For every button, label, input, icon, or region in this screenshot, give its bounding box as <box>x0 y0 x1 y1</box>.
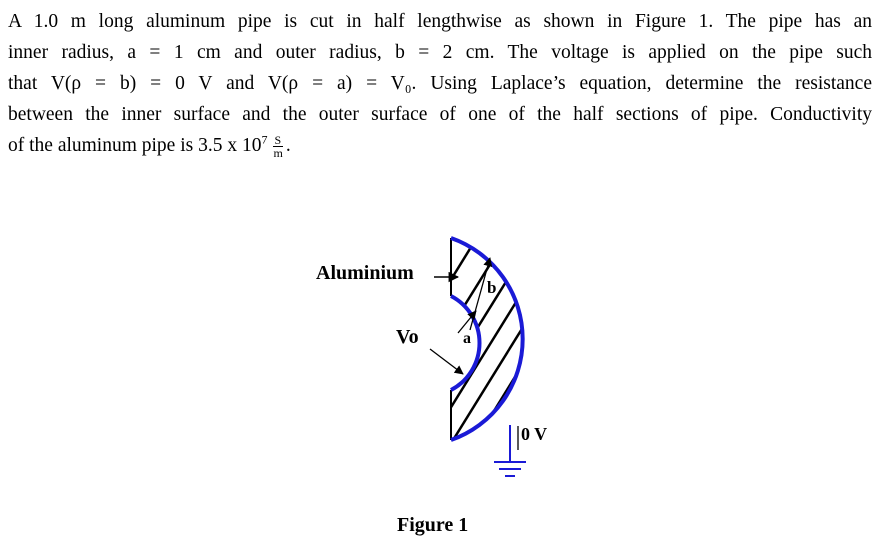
ground-icon <box>494 462 526 476</box>
figure-caption: Figure 1 <box>397 514 469 536</box>
ground-voltage-label: 0 V <box>521 424 548 444</box>
inner-radius-label: a <box>463 330 471 347</box>
outer-radius-label: b <box>487 278 497 297</box>
problem-line-2: inner radius, a = 1 cm and outer radius, b = 2 cm. The voltage is applied on the pipe such <box>8 42 872 63</box>
problem-line-1: A 1.0 m long aluminum pipe is cut in half lengthwise as shown in Figure 1. The pipe has an <box>8 11 872 32</box>
aluminium-label: Aluminium <box>316 262 414 284</box>
unit-numerator: S <box>274 133 282 148</box>
vo-arrow <box>430 349 463 374</box>
inner-voltage-label: Vo <box>396 326 419 348</box>
conductivity-exponent: 7 <box>261 132 268 147</box>
problem-line-3: that V(ρ = b) = 0 V and V(ρ = a) = V₀. Using Laplace’s equation, determine the resistance <box>8 73 872 94</box>
hatch-pattern <box>420 195 610 450</box>
unit-denominator: m <box>273 146 283 161</box>
problem-line-4: between the inner surface and the outer surface of one of the half sections of pipe. Conductivity <box>8 104 872 125</box>
period: . <box>285 135 291 156</box>
conductivity-text: of the aluminum pipe is 3.5 x 10 <box>8 135 262 156</box>
